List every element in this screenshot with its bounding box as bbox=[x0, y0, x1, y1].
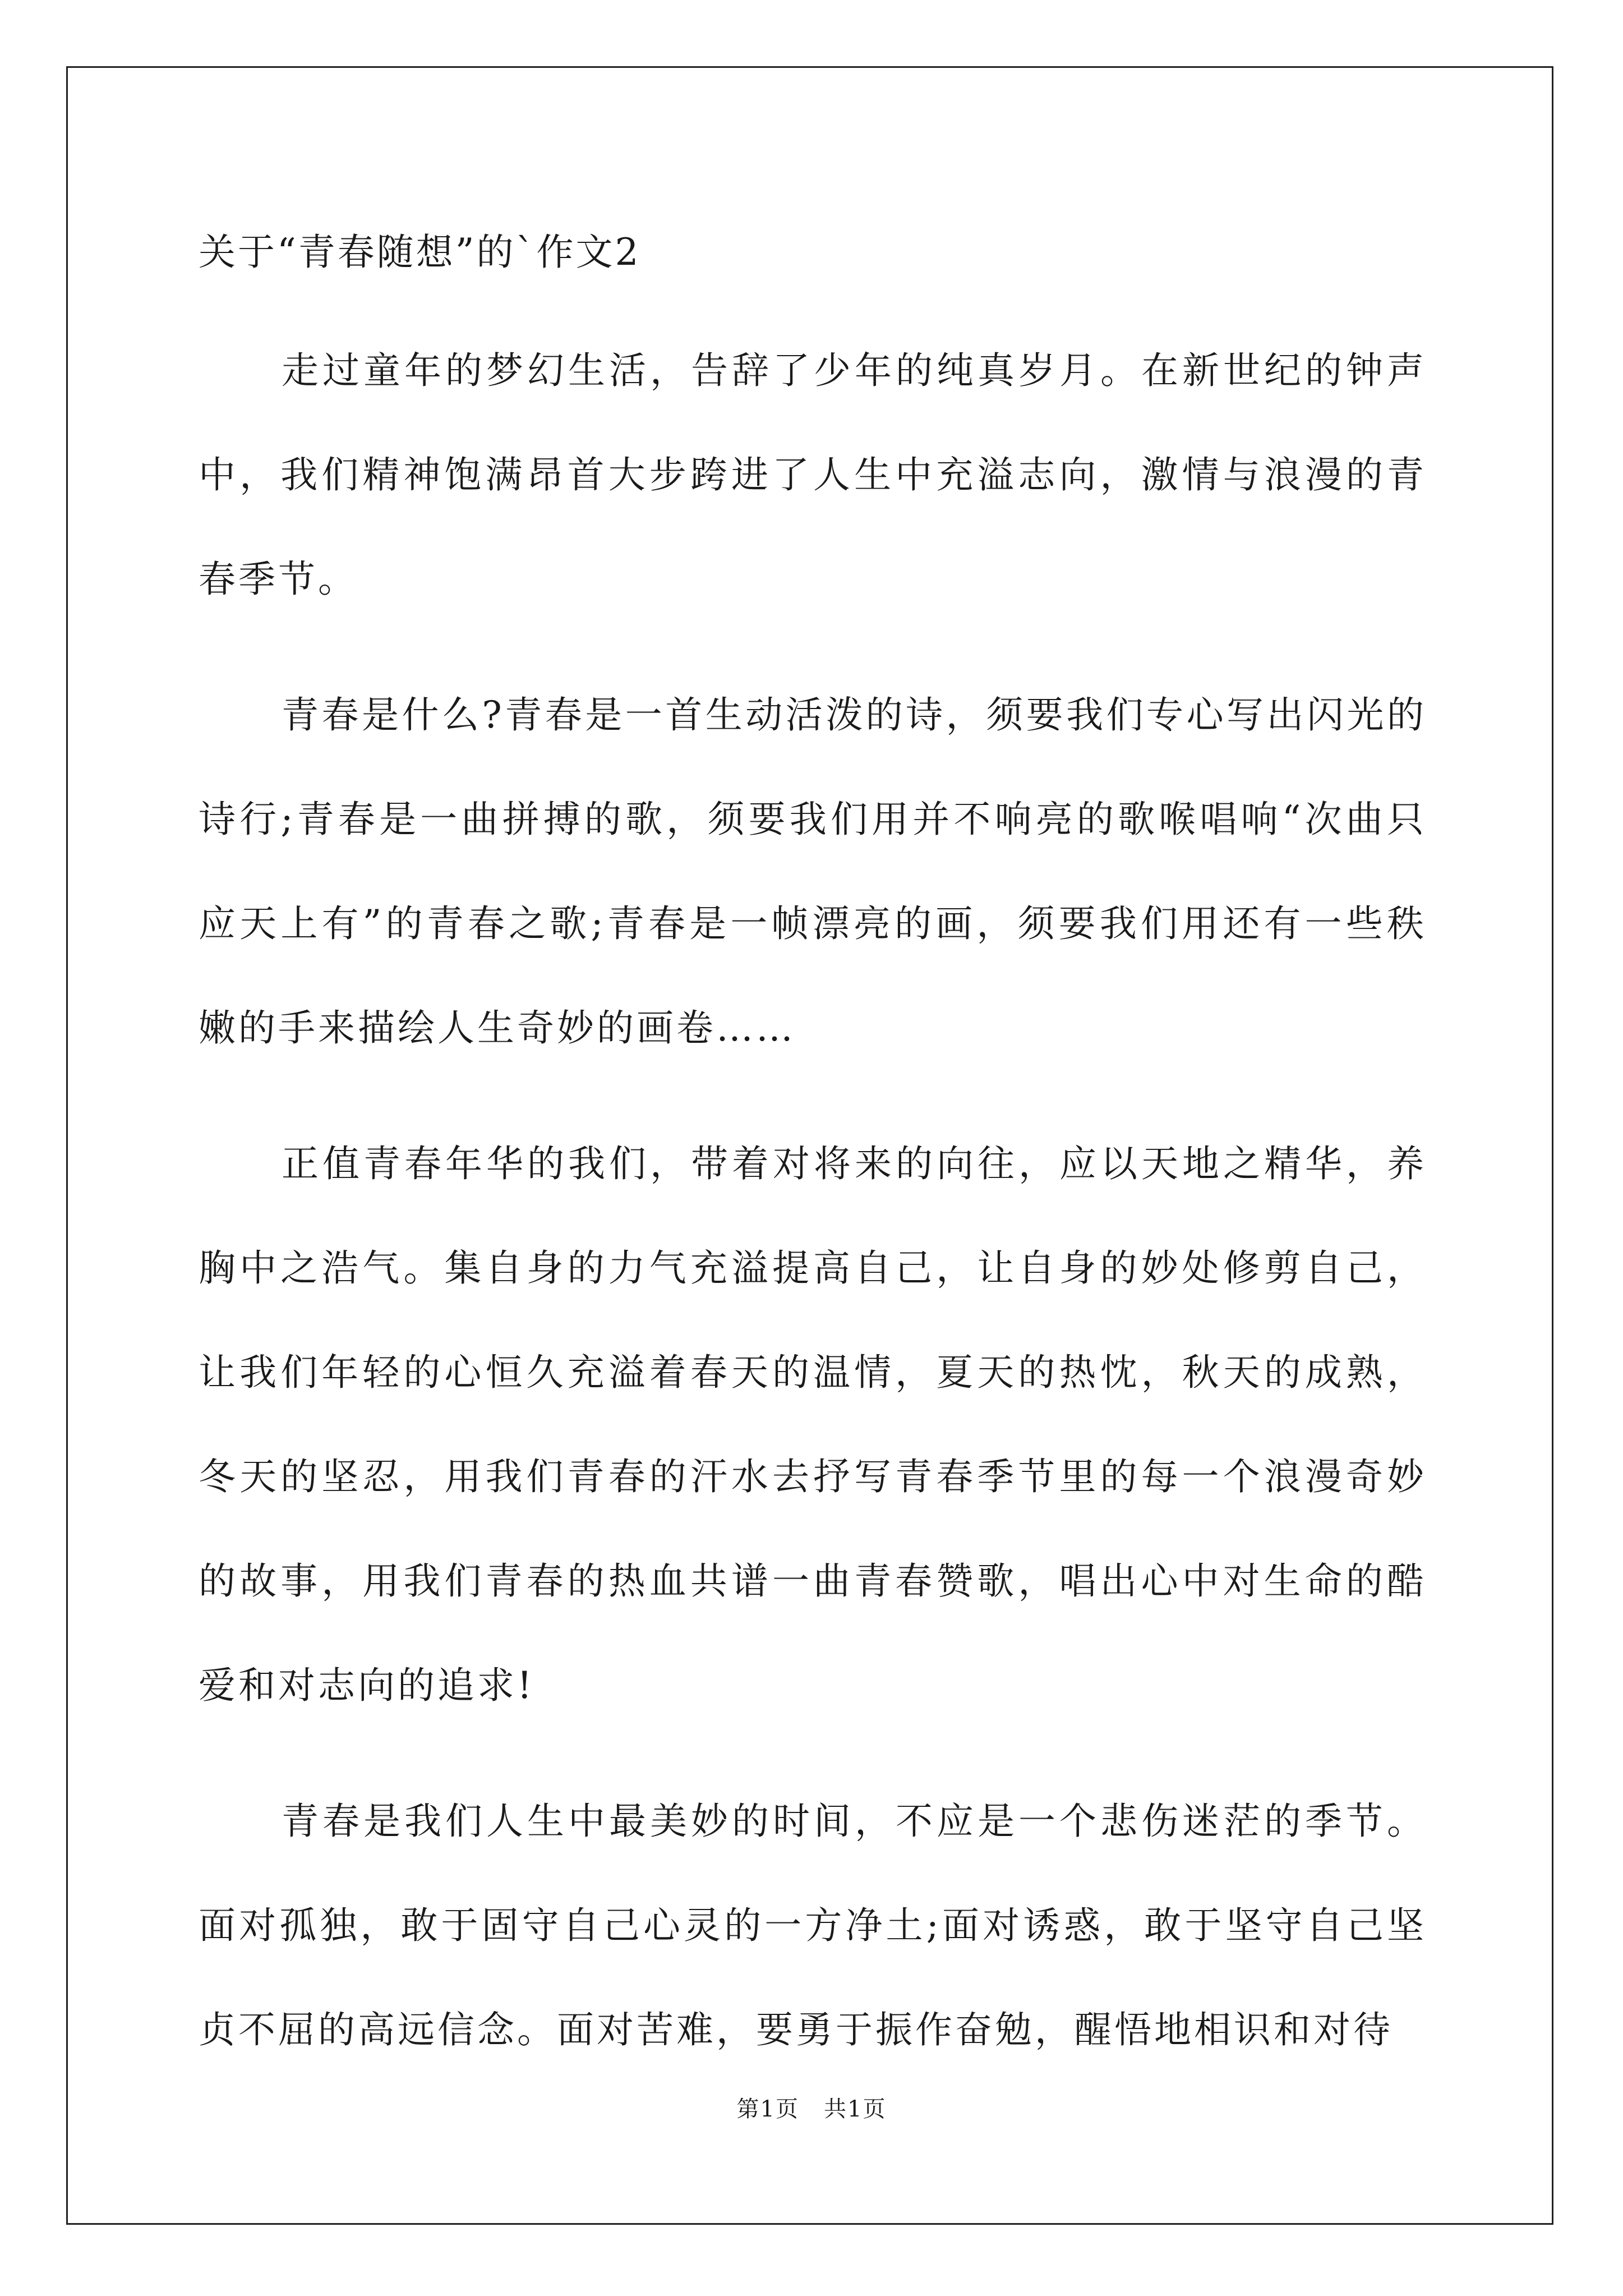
paragraph-4: 青春是我们人生中最美妙的时间，不应是一个悲伤迷茫的季节。面对孤独，敢于固守自己心灵的一方净土;面对诱惑，敢于坚守自己坚贞不屈的高远信念。面对苦难，要勇于振作奋勉，醒悟地相识和对待 bbox=[199, 1800, 1427, 2051]
paragraph-2: 青春是什么?青春是一首生动活泼的诗，须要我们专心写出闪光的诗行;青春是一曲拼搏的歌，须要我们用并不响亮的歌喉唱响“次曲只应天上有”的青春之歌;青春是一帧漂亮的画，须要我们用还有一些秩嫩的手来描绘人生奇妙的画卷…… bbox=[199, 693, 1427, 1050]
paragraph-1: 走过童年的梦幻生活，告辞了少年的纯真岁月。在新世纪的钟声中，我们精神饱满昂首大步跨进了人生中充溢志向，激情与浪漫的青春季节。 bbox=[199, 349, 1427, 601]
page-number: 第1页 bbox=[736, 2096, 799, 2122]
paragraph-3: 正值青春年华的我们，带着对将来的向往，应以天地之精华，养胸中之浩气。集自身的力气充溢提高自己，让自身的妙处修剪自己，让我们年轻的心恒久充溢着春天的温情，夏天的热忱，秋天的成熟，冬天的坚忍，用我们青春的汗水去抒写青春季节里的每一个浪漫奇妙的故事，用我们青春的热血共谱一曲青春赞歌，唱出心中对生命的酷爱和对志向的追求! bbox=[199, 1142, 1427, 1707]
page-footer bbox=[0, 2093, 1623, 2125]
page-total: 共1页 bbox=[824, 2096, 887, 2122]
document-body bbox=[199, 218, 1427, 2082]
document-title: 关于“青春随想”的`作文2 bbox=[199, 231, 641, 274]
